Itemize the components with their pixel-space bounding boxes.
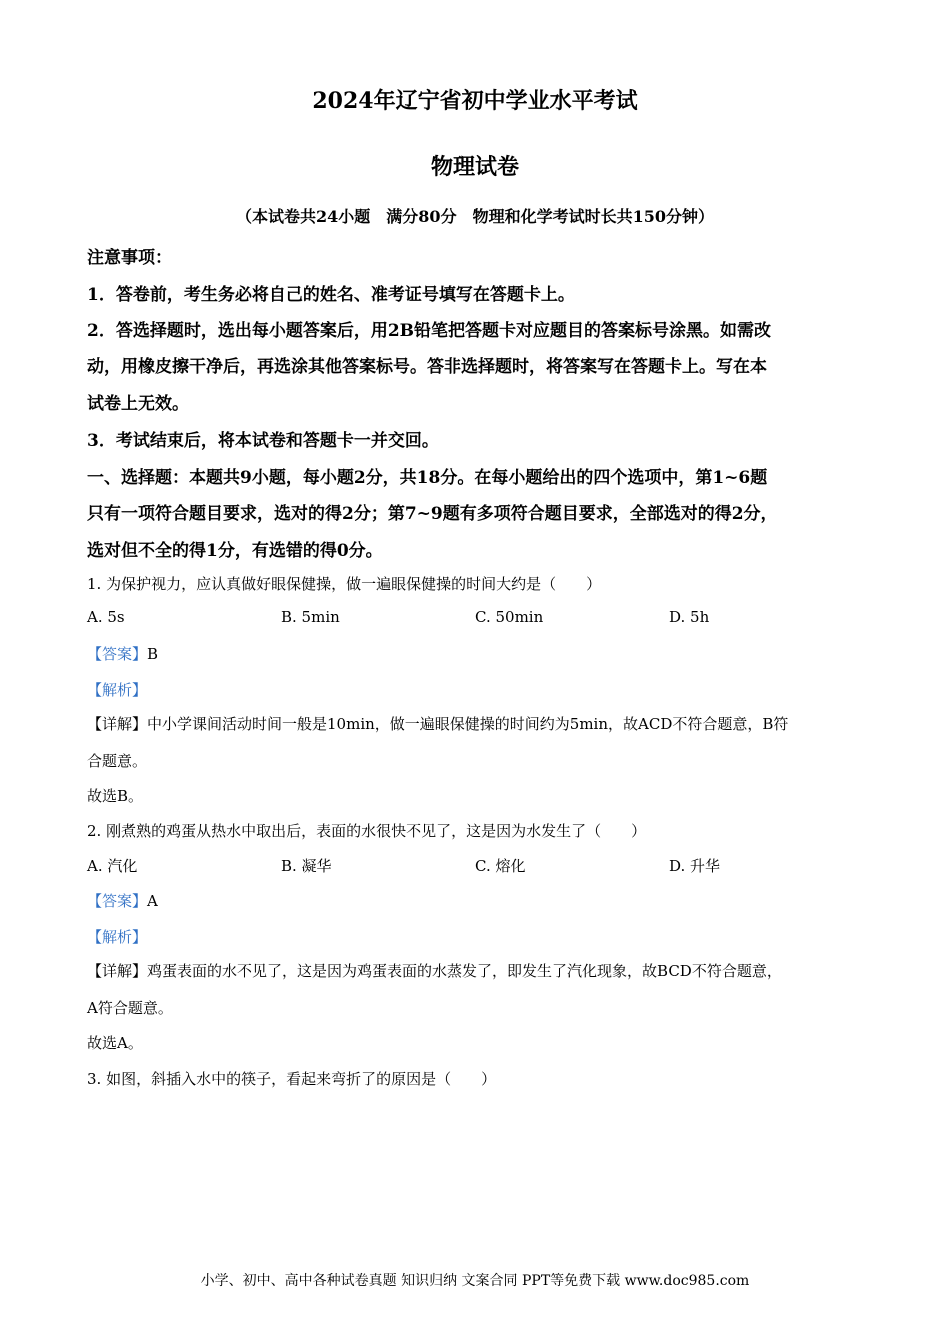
detail-label: 【详解】 [87,715,148,733]
q1-detail-line-2: 合题意。 [87,752,148,770]
q2-detail-line-1 [87,960,782,981]
q1-answer-value: B [147,645,159,663]
q1-detail-line-1 [87,713,788,734]
q2-detail-line-2: A符合题意。 [87,999,173,1017]
q2-answer [87,890,158,911]
q1-option-a: A. 5s [87,608,125,626]
exam-info: （本试卷共24小题 满分80分 物理和化学考试时长共150分钟） [236,207,714,226]
section-1-line-3: 选对但不全的得1分，有选错的得0分。 [87,541,383,561]
q1-answer [87,643,158,664]
q2-answer-value: A [147,892,158,910]
q2-analysis-label: 【解析】 [87,928,148,946]
q1-option-d: D. 5h [669,608,710,626]
note-item-2-line-2: 动，用橡皮擦干净后，再选涂其他答案标号。答非选择题时，将答案写在答题卡上。写在本 [87,357,767,377]
note-item-2-line-1: 2．答选择题时，选出每小题答案后，用2B铅笔把答题卡对应题目的答案标号涂黑。如需改 [87,321,772,341]
q2-option-d: D. 升华 [669,857,721,875]
q2-option-b: B. 凝华 [281,857,332,875]
q1-stem: 1. 为保护视力，应认真做好眼保健操，做一遍眼保健操的时间大约是（ ） [87,575,602,593]
section-1-line-1: 一、选择题：本题共9小题，每小题2分，共18分。在每小题给出的四个选项中，第1~6题 [87,468,768,488]
q2-detail-text: 鸡蛋表面的水不见了，这是因为鸡蛋表面的水蒸发了，即发生了汽化现象，故BCD不符合题意， [147,962,782,980]
q1-analysis-label: 【解析】 [87,681,148,699]
note-item-1: 1．答卷前，考生务必将自己的姓名、准考证号填写在答题卡上。 [87,285,575,305]
answer-label: 【答案】 [87,645,148,663]
q1-option-c: C. 50min [475,608,544,626]
section-1-line-2: 只有一项符合题目要求，选对的得2分；第7~9题有多项符合题目要求，全部选对的得2分， [87,504,778,524]
notes-heading: 注意事项： [87,248,172,268]
q1-conclusion: 故选B。 [87,787,144,805]
q2-option-c: C. 熔化 [475,857,526,875]
q2-conclusion: 故选A。 [87,1034,143,1052]
exam-title: 2024年辽宁省初中学业水平考试 [312,88,638,114]
q2-stem: 2. 刚煮熟的鸡蛋从热水中取出后，表面的水很快不见了，这是因为水发生了（ ） [87,822,647,840]
page-footer: 小学、初中、高中各种试卷真题 知识归纳 文案合同 PPT等免费下载 www.doc985.com [200,1273,750,1289]
detail-label: 【详解】 [87,962,148,980]
q3-stem: 3. 如图，斜插入水中的筷子，看起来弯折了的原因是（ ） [87,1070,497,1088]
note-item-3: 3．考试结束后，将本试卷和答题卡一并交回。 [87,431,439,451]
q1-detail-text: 中小学课间活动时间一般是10min，做一遍眼保健操的时间约为5min，故ACD不符合题意，B符 [147,715,789,733]
answer-label: 【答案】 [87,892,148,910]
subject-title: 物理试卷 [430,154,519,180]
note-item-2-line-3: 试卷上无效。 [87,394,189,414]
q1-option-b: B. 5min [281,608,340,626]
q2-option-a: A. 汽化 [87,857,138,875]
